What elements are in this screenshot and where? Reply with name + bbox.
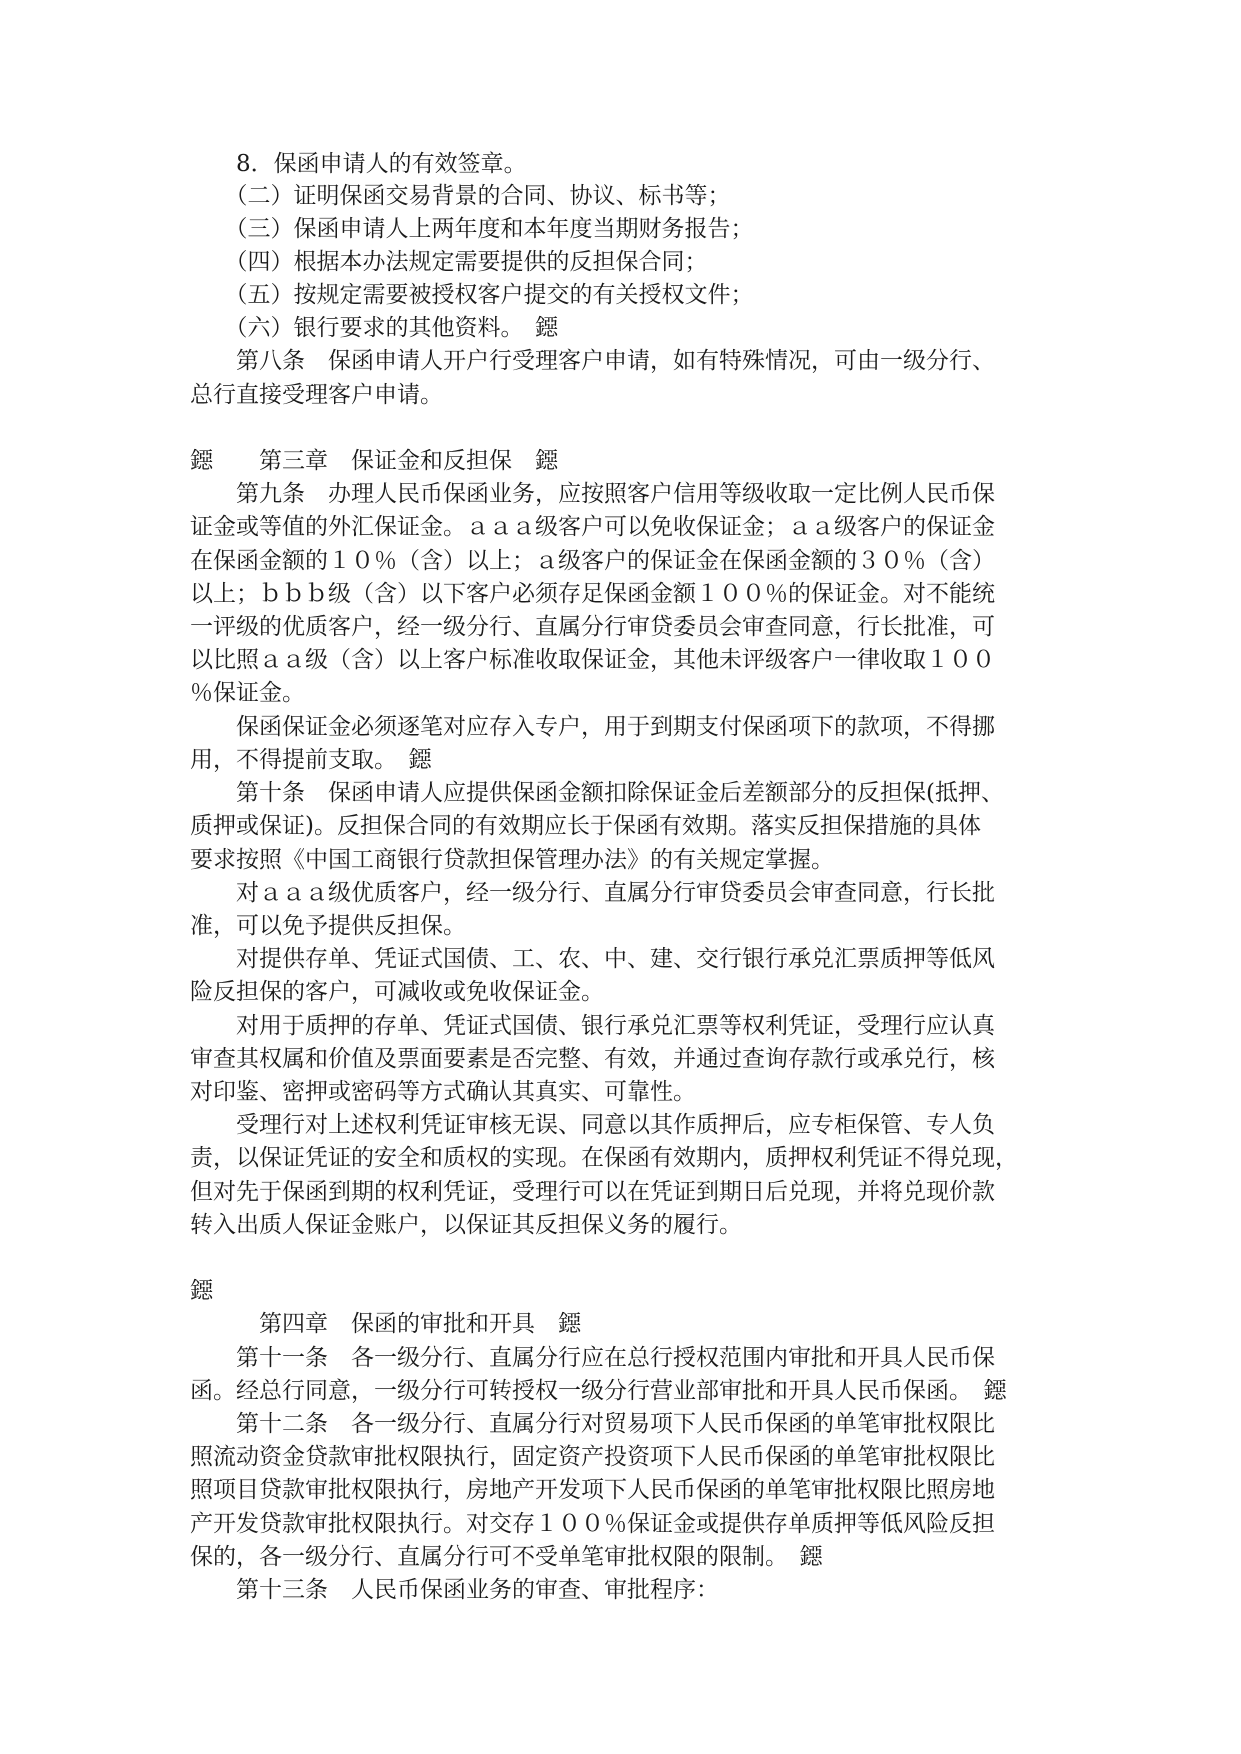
text-line: 对ａａａ级优质客户，经一级分行、直属分行审贷委员会审查同意，行长批 (190, 880, 995, 906)
text-line: ％保证金。 (190, 680, 305, 706)
text-line: 证金或等值的外汇保证金。ａａａ级客户可以免收保证金；ａａ级客户的保证金 (190, 514, 995, 540)
text-line: 照流动资金贷款审批权限执行，固定资产投资项下人民币保函的单笔审批权限比 (190, 1444, 995, 1470)
text-line: （四）根据本办法规定需要提供的反担保合同； (190, 249, 708, 275)
text-line: 总行直接受理客户申请。 (190, 382, 443, 408)
text-line: 鐚 (190, 1278, 213, 1304)
text-line: 8．保函申请人的有效签章。 (190, 151, 527, 177)
text-line: 第十一条 各一级分行、直属分行应在总行授权范围内审批和开具人民币保 (190, 1345, 995, 1371)
text-line: （五）按规定需要被授权客户提交的有关授权文件； (190, 282, 754, 308)
text-line: 第八条 保函申请人开户行受理客户申请，如有特殊情况，可由一级分行、 (190, 348, 995, 374)
text-line: 责，以保证凭证的安全和质权的实现。在保函有效期内，质押权利凭证不得兑现， (190, 1145, 1018, 1171)
text-line: 对提供存单、凭证式国债、工、农、中、建、交行银行承兑汇票质押等低风 (190, 946, 995, 972)
text-line: （二）证明保函交易背景的合同、协议、标书等； (190, 183, 731, 209)
text-line: 一评级的优质客户，经一级分行、直属分行审贷委员会审查同意，行长批准，可 (190, 614, 995, 640)
text-line: 转入出质人保证金账户，以保证其反担保义务的履行。 (190, 1212, 742, 1238)
text-line: 产开发贷款审批权限执行。对交存１００％保证金或提供存单质押等低风险反担 (190, 1511, 995, 1537)
text-line: 质押或保证)。反担保合同的有效期应长于保函有效期。落实反担保措施的具体 (190, 813, 981, 839)
text-line: 保函保证金必须逐笔对应存入专户，用于到期支付保函项下的款项，不得挪 (190, 714, 995, 740)
text-line: 第十二条 各一级分行、直属分行对贸易项下人民币保函的单笔审批权限比 (190, 1411, 995, 1437)
text-line: 照项目贷款审批权限执行，房地产开发项下人民币保函的单笔审批权限比照房地 (190, 1477, 995, 1503)
text-line: （六）银行要求的其他资料。 鐚 (190, 315, 558, 341)
text-line: 函。经总行同意，一级分行可转授权一级分行营业部审批和开具人民币保函。 鐚 (190, 1378, 1007, 1404)
text-line: 用，不得提前支取。 鐚 (190, 747, 432, 773)
text-line: 对印鉴、密押或密码等方式确认其真实、可靠性。 (190, 1079, 696, 1105)
text-line: 第十条 保函申请人应提供保函金额扣除保证金后差额部分的反担保(抵押、 (190, 780, 1004, 806)
text-line: 以上；ｂｂｂ级（含）以下客户必须存足保函金额１００％的保证金。对不能统 (190, 581, 995, 607)
chapter-heading: 第四章 保函的审批和开具 鐚 (190, 1311, 581, 1337)
text-line: 审查其权属和价值及票面要素是否完整、有效，并通过查询存款行或承兑行，核 (190, 1046, 995, 1072)
text-line: 保的，各一级分行、直属分行可不受单笔审批权限的限制。 鐚 (190, 1544, 823, 1570)
text-line: 险反担保的客户，可减收或免收保证金。 (190, 979, 604, 1005)
chapter-heading: 鐚 第三章 保证金和反担保 鐚 (190, 448, 558, 474)
text-line: 受理行对上述权利凭证审核无误、同意以其作质押后，应专柜保管、专人负 (190, 1112, 995, 1138)
text-line: （三）保函申请人上两年度和本年度当期财务报告； (190, 216, 754, 242)
text-line: 但对先于保函到期的权利凭证，受理行可以在凭证到期日后兑现，并将兑现价款 (190, 1179, 995, 1205)
text-line: 准，可以免予提供反担保。 (190, 913, 466, 939)
text-line: 在保函金额的１０％（含）以上；ａ级客户的保证金在保函金额的３０％（含） (190, 548, 995, 574)
text-line: 对用于质押的存单、凭证式国债、银行承兑汇票等权利凭证，受理行应认真 (190, 1013, 995, 1039)
text-line: 以比照ａａ级（含）以上客户标准收取保证金，其他未评级客户一律收取１００ (190, 647, 995, 673)
text-line: 第九条 办理人民币保函业务，应按照客户信用等级收取一定比例人民币保 (190, 481, 995, 507)
text-line: 第十三条 人民币保函业务的审查、审批程序： (190, 1577, 719, 1603)
text-line: 要求按照《中国工商银行贷款担保管理办法》的有关规定掌握。 (190, 847, 834, 873)
